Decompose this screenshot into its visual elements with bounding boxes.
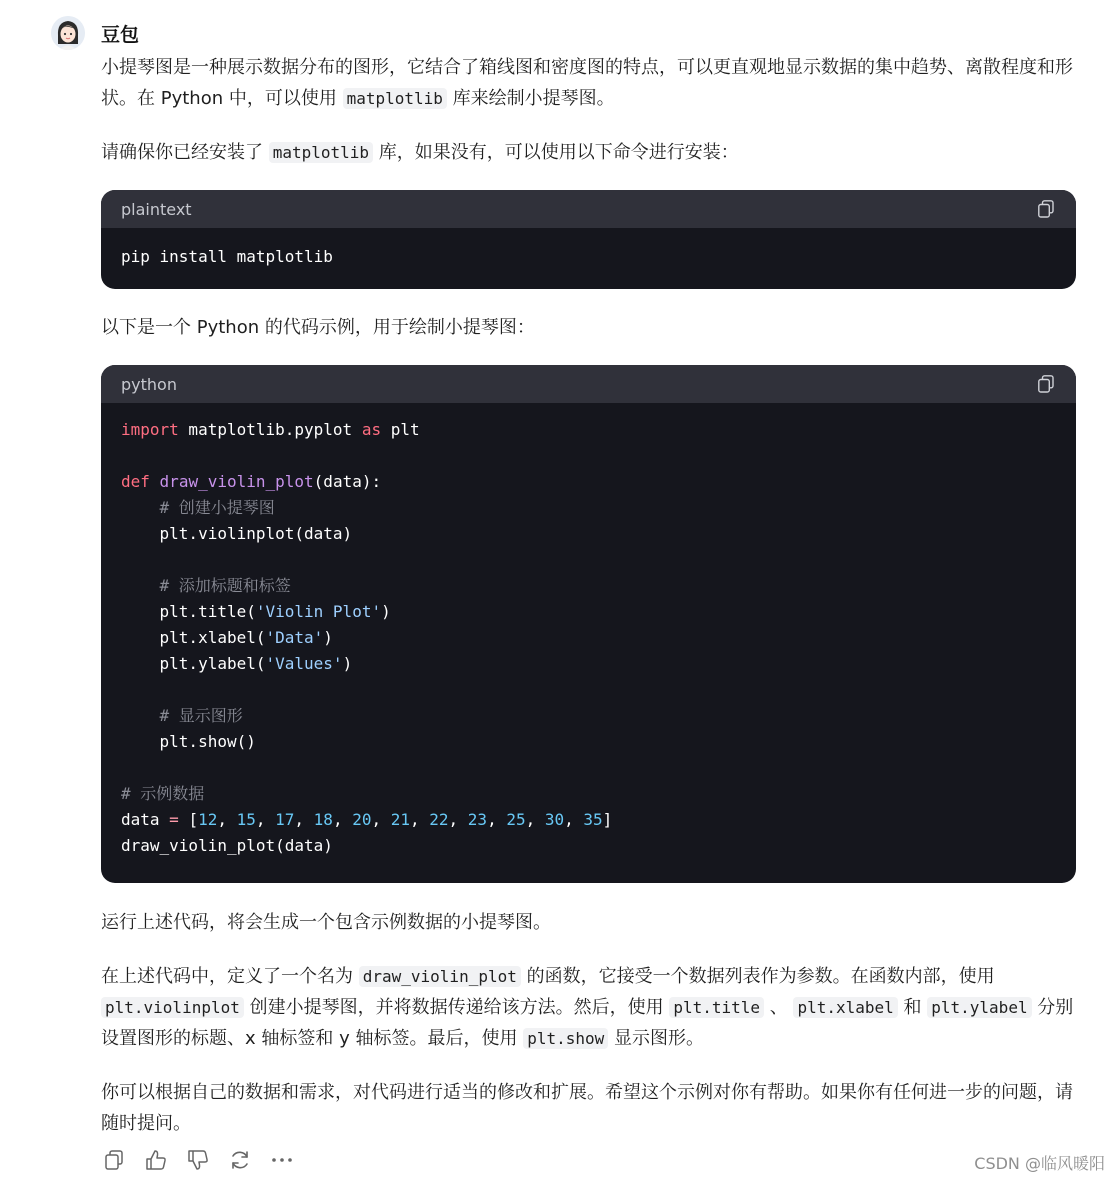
inline-code: plt.title	[669, 997, 764, 1018]
inline-code: plt.xlabel	[793, 997, 897, 1018]
copy-icon[interactable]	[1036, 199, 1056, 219]
bot-avatar	[51, 16, 85, 50]
inline-code: matplotlib	[269, 142, 373, 163]
more-options-icon[interactable]	[269, 1148, 295, 1172]
code-text: pip install matplotlib	[121, 247, 333, 266]
message-actions	[101, 1148, 295, 1172]
regenerate-icon[interactable]	[227, 1148, 253, 1172]
code-block-header	[101, 365, 1076, 403]
code-block-header	[101, 190, 1076, 228]
explain-paragraph: 在上述代码中，定义了一个名为 draw_violin_plot 的函数，它接受一个数据列表作为参数。在函数内部，使用 plt.violinplot 创建小提琴图，并将数据传递给该方法。然后，使用 plt.title 、 plt.xlabel 和 plt.ylabel 分别设置图形的标题、x 轴标签和 y 轴标签。最后，使用 plt.show 显示图形。	[101, 966, 1074, 1049]
thumbs-down-icon[interactable]	[185, 1148, 211, 1172]
copy-icon[interactable]	[101, 1148, 127, 1172]
run-paragraph: 运行上述代码，将会生成一个包含示例数据的小提琴图。	[101, 912, 551, 933]
code-language-label: python	[121, 374, 177, 394]
closing-paragraph: 你可以根据自己的数据和需求，对代码进行适当的修改和扩展。希望这个示例对你有帮助。如果你有任何进一步的问题，请随时提问。	[101, 1082, 1073, 1134]
inline-code: plt.violinplot	[101, 997, 244, 1018]
code-block-python	[101, 365, 1076, 883]
code-block-install	[101, 190, 1076, 289]
copy-icon[interactable]	[1036, 374, 1056, 394]
inline-code: matplotlib	[343, 88, 447, 109]
inline-code: draw_violin_plot	[359, 966, 521, 987]
example-paragraph: 以下是一个 Python 的代码示例，用于绘制小提琴图：	[101, 317, 535, 338]
message-content	[101, 52, 1076, 1139]
inline-code: plt.show	[523, 1028, 608, 1049]
inline-code: plt.ylabel	[927, 997, 1031, 1018]
thumbs-up-icon[interactable]	[143, 1148, 169, 1172]
install-paragraph: 请确保你已经安装了 matplotlib 库，如果没有，可以使用以下命令进行安装：	[101, 142, 739, 163]
watermark: CSDN @临风暖阳	[974, 1154, 1105, 1173]
intro-paragraph: 小提琴图是一种展示数据分布的图形，它结合了箱线图和密度图的特点，可以更直观地显示数据的集中趋势、离散程度和形状。在 Python 中，可以使用 matplotlib 库来绘制小提琴图。	[101, 57, 1073, 109]
code-text: import matplotlib.pyplot as plt def draw_violin_plot(data): # 创建小提琴图 plt.violinplot(data) # 添加标题和标签 plt.title('Violin Plot') plt.xlabel('Data') plt.ylabel('Values') # 显示图形 plt.show() # 示例数据 data = [12, 15, 17, 18, 20, 21, 22, 23, 25, 30, 35] draw_violin_plot(data)	[121, 420, 613, 855]
bot-name: 豆包	[101, 24, 140, 46]
code-language-label: plaintext	[121, 199, 192, 219]
